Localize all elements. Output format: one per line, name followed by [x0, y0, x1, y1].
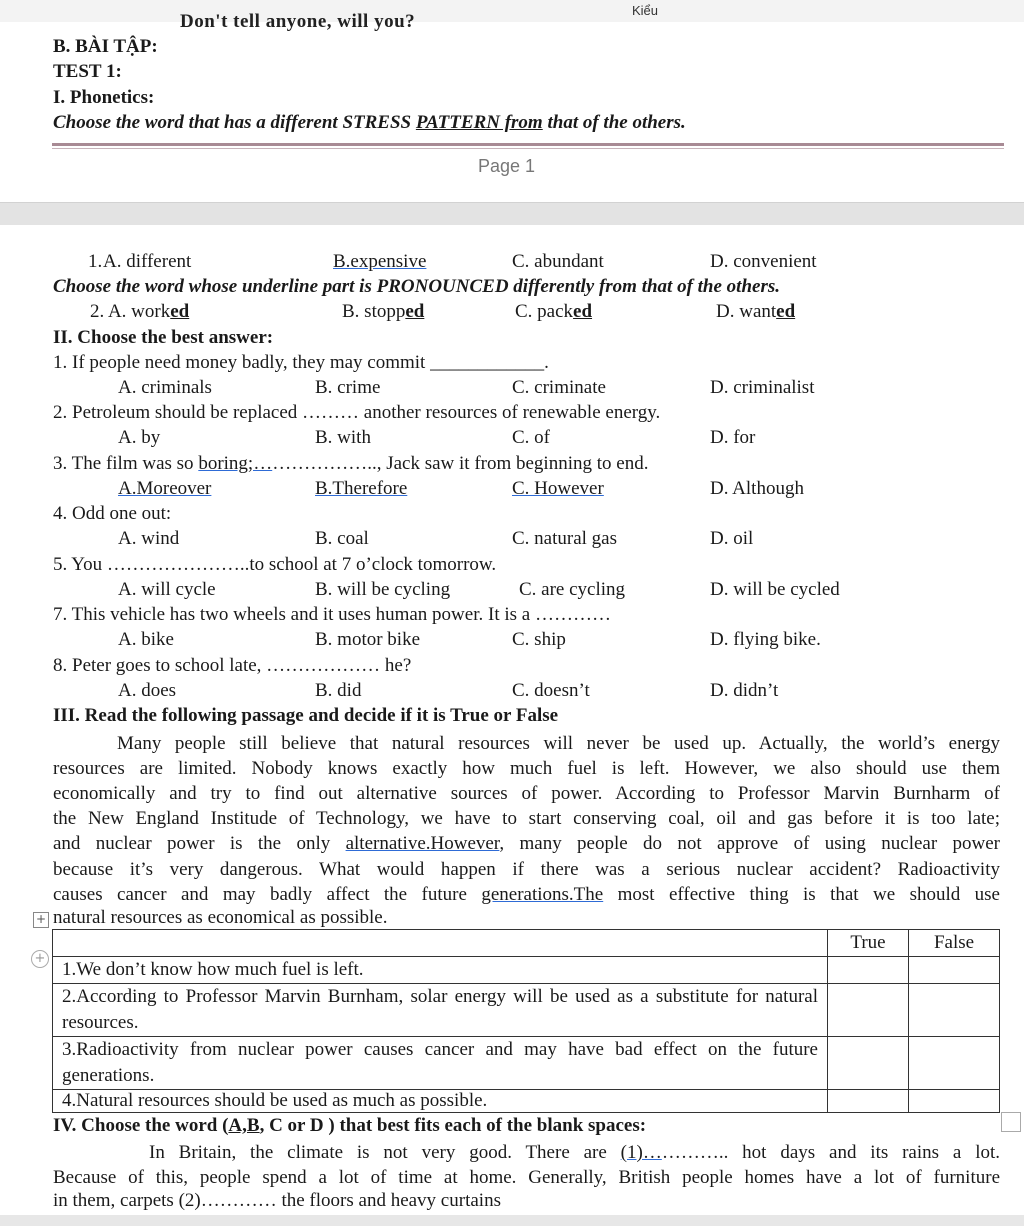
q2a-underline: ed — [170, 301, 190, 322]
q1-option-b: B. crime — [315, 377, 381, 398]
phonetics-q1-a: A. different — [103, 251, 192, 272]
q3-option-d: D. Although — [710, 478, 804, 499]
q5-option-b: B. will be cycling — [315, 579, 451, 600]
footer-rule — [52, 143, 1004, 146]
insert-row-icon[interactable]: + — [31, 950, 49, 968]
answer-true-2[interactable] — [828, 984, 909, 1037]
q5-stem: 5. You …………………..to school at 7 o’clock tomorrow. — [53, 554, 497, 575]
instruction-text: Choose the word that has a different STRESS — [53, 112, 416, 133]
q3-stem-post: …………….., Jack saw it from beginning to end. — [272, 453, 649, 474]
instruction-underlined: PATTERN from — [415, 112, 543, 133]
phonetics-heading: I. Phonetics: — [53, 87, 155, 108]
section-2-heading: II. Choose the best answer: — [53, 327, 274, 348]
q2-option-b: B. with — [315, 427, 371, 448]
passage-line-8: natural resources as economical as possible. — [53, 907, 388, 928]
answer-false-1[interactable] — [909, 957, 1000, 984]
passage-7-post: most effective thing is that we should use — [603, 884, 1000, 905]
q8-option-c: C. doesn’t — [512, 680, 590, 701]
q7-option-a: A. bike — [118, 629, 174, 650]
table-move-handle-icon[interactable]: + — [33, 912, 49, 928]
q7-option-d: D. flying bike. — [710, 629, 821, 650]
answer-false-2[interactable] — [909, 984, 1000, 1037]
section4-underline: A,B — [228, 1115, 260, 1136]
phonetics-q1-b: B.expensive — [333, 251, 427, 272]
q2b-underline: ed — [405, 301, 425, 322]
phonetics-q1-c: C. abundant — [512, 251, 604, 272]
q3-option-c-text: C. However — [512, 478, 604, 499]
document-page-2 — [0, 225, 1024, 1215]
statement-1: 1.We don’t know how much fuel is left. — [53, 957, 828, 984]
passage-text-1: Many people still believe that natural resources will never be used up. Actually, the world’s energy — [117, 733, 1000, 754]
passage-5-underline: alternative.However — [345, 833, 500, 854]
q1-option-a: A. criminals — [118, 377, 212, 398]
page-number: Page 1 — [478, 156, 536, 176]
statement-3: 3.Radioactivity from nuclear power causes cancer and may have bad effect on the future generations. — [53, 1037, 828, 1090]
q1-option-d: D. criminalist — [710, 377, 815, 398]
q1-stem: 1. If people need money badly, they may commit ____________. — [53, 352, 549, 373]
q2d-underline: ed — [776, 301, 796, 322]
passage-line-6: because it’s very dangerous. What would happen if there was a serious nuclear accident? Radioactivity — [53, 859, 1000, 880]
instruction-text-end: that of the others. — [542, 112, 686, 133]
styles-menu[interactable]: Kiểu — [632, 3, 659, 18]
section4-line-2: Because of this, people spend a lot of time at home. Generally, British people homes have a lot of furniture — [53, 1167, 1000, 1188]
answer-false-3[interactable] — [909, 1037, 1000, 1090]
q5-option-a: A. will cycle — [118, 579, 216, 600]
passage-5-post: , many people do not approve of using nuclear power — [499, 833, 1000, 854]
section-3-heading: III. Read the following passage and decide if it is True or False — [53, 705, 559, 726]
table-row — [53, 1090, 1000, 1113]
q2b-text: B. stopp — [342, 301, 406, 322]
document-page-1 — [0, 11, 1024, 202]
q8-option-a: A. does — [118, 680, 177, 701]
passage-line-4: the New England Institude of Technology, we have to start conserving coal, oil and gas before it is too late; — [53, 808, 1000, 829]
section4-l1-post: ……….. hot days and its rains a lot. — [661, 1142, 1000, 1163]
q3-stem-pre: 3. The film was so — [53, 453, 199, 474]
table-row — [53, 957, 1000, 984]
q3-option-b: B.Therefore — [315, 478, 408, 499]
word-toolbar — [0, 0, 1024, 23]
q8-option-b: B. did — [315, 680, 362, 701]
q4-option-d: D. oil — [710, 528, 754, 549]
table-header-blank — [53, 930, 828, 957]
answer-true-3[interactable] — [828, 1037, 909, 1090]
stress-instruction — [53, 112, 686, 134]
page-break-gap — [0, 202, 1024, 226]
q8-option-d: D. didn’t — [710, 680, 779, 701]
phonetics-q2-d — [716, 301, 795, 323]
q4-option-c: C. natural gas — [512, 528, 618, 549]
section4-l1-pre: In Britain, the climate is not very good. There are — [149, 1142, 621, 1163]
q2-option-d: D. for — [710, 427, 756, 448]
phonetics-q2-b — [342, 301, 424, 323]
q2-option-c: C. of — [512, 427, 550, 448]
q2c-underline: ed — [573, 301, 593, 322]
q8-stem: 8. Peter goes to school late, ……………… he? — [53, 655, 412, 676]
section4-post: , C or D ) that best fits each of the blank spaces: — [259, 1115, 647, 1136]
q7-stem: 7. This vehicle has two wheels and it uses human power. It is a ………… — [53, 604, 611, 625]
answer-true-1[interactable] — [828, 957, 909, 984]
q2-option-a: A. by — [118, 427, 161, 448]
q3-option-c — [512, 478, 604, 500]
q5-option-d: D. will be cycled — [710, 579, 840, 600]
table-header-row — [53, 930, 1000, 957]
q4-option-b: B. coal — [315, 528, 369, 549]
passage-line-7 — [53, 882, 1000, 907]
table-resize-handle-icon[interactable] — [1001, 1112, 1021, 1132]
q1-option-c: C. criminate — [512, 377, 606, 398]
bottom-gap — [0, 1215, 1024, 1226]
phonetics-q1-num: 1. — [88, 251, 103, 272]
pronunciation-instruction: Choose the word whose underline part is PRONOUNCED differently from that of the others. — [53, 276, 781, 297]
passage-7-pre: causes cancer and may badly affect the future — [53, 884, 482, 905]
q5-option-c: C. are cycling — [519, 579, 626, 600]
q2d-text: D. want — [716, 301, 777, 322]
passage-7-underline: generations.The — [481, 884, 604, 905]
q4-stem: 4. Odd one out: — [53, 503, 172, 524]
phonetics-q2-c — [515, 301, 592, 323]
q4-option-a: A. wind — [118, 528, 180, 549]
blank-1: (1)… — [620, 1142, 662, 1163]
table-header-false: False — [909, 930, 1000, 957]
phonetics-q1-d: D. convenient — [710, 251, 817, 272]
passage-line-2: resources are limited. Nobody knows exactly how much fuel is left. However, we also should use them — [53, 758, 1000, 779]
q3-stem — [53, 453, 648, 475]
answer-false-4[interactable] — [909, 1090, 1000, 1113]
passage-line-5 — [53, 831, 1000, 856]
true-false-table — [52, 929, 1000, 1113]
table-header-true: True — [828, 930, 909, 957]
table-row — [53, 1037, 1000, 1090]
statement-4: 4.Natural resources should be used as much as possible. — [53, 1090, 828, 1113]
section4-line-1 — [53, 1140, 1000, 1165]
q3-option-a: A.Moreover — [118, 478, 212, 499]
q7-option-b: B. motor bike — [315, 629, 421, 650]
passage-line-3: economically and try to find out alternative sources of power. According to Professor Marvin Burnharm of — [53, 783, 1000, 804]
answer-true-4[interactable] — [828, 1090, 909, 1113]
q2a-text: 2. A. work — [90, 301, 171, 322]
test-heading: TEST 1: — [53, 61, 122, 82]
passage-line-1 — [53, 731, 1000, 756]
footer-rule-thin — [52, 148, 1004, 149]
q2c-text: C. pack — [515, 301, 574, 322]
section4-pre: IV. Choose the word ( — [53, 1115, 229, 1136]
section-4-heading — [53, 1115, 646, 1137]
q7-option-c: C. ship — [512, 629, 566, 650]
cut-off-line: Don't tell anyone, will you? — [180, 11, 416, 32]
passage-5-pre: and nuclear power is the only — [53, 833, 346, 854]
phonetics-q2-a — [90, 301, 189, 323]
q2-stem: 2. Petroleum should be replaced ……… another resources of renewable energy. — [53, 402, 661, 423]
q3-stem-underline: boring;… — [198, 453, 273, 474]
section-b-heading: B. BÀI TẬP: — [53, 36, 158, 57]
table-row — [53, 984, 1000, 1037]
section4-line-3: in them, carpets (2)………… the floors and heavy curtains — [53, 1190, 501, 1211]
statement-2: 2.According to Professor Marvin Burnham, solar energy will be used as a substitute for natural resources. — [53, 984, 828, 1037]
